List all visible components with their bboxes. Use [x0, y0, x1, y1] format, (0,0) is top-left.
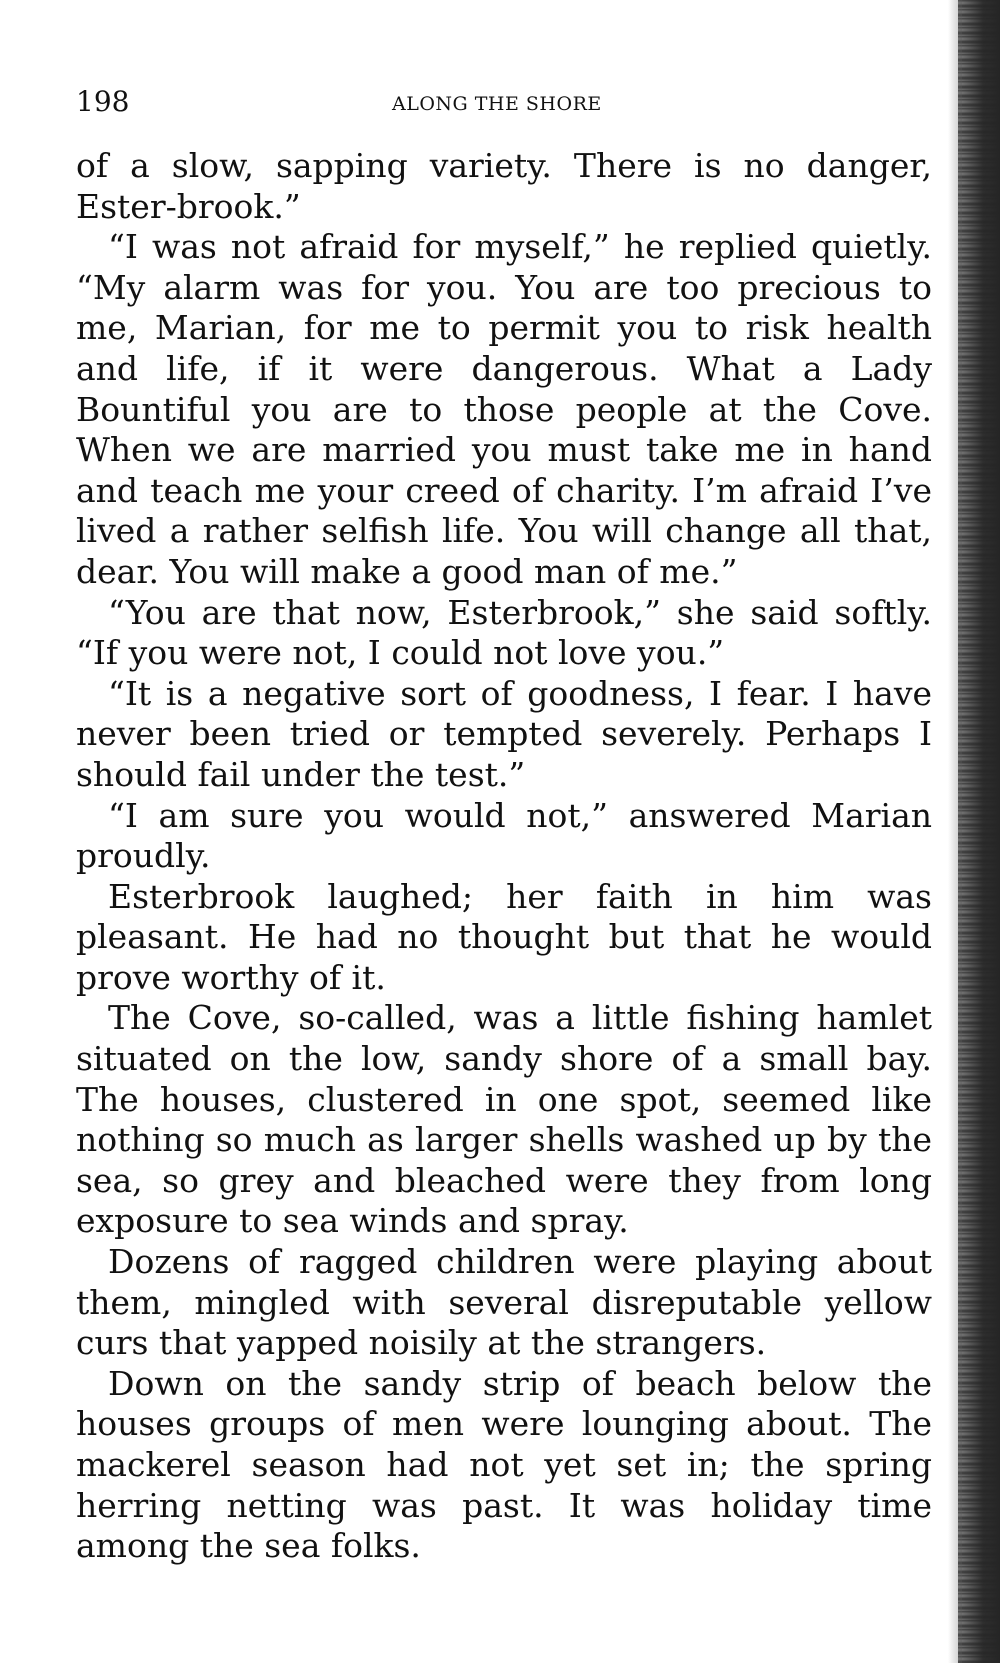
paragraph-9: Down on the sandy strip of beach below the houses groups of men were lounging about. The mackerel season had not yet set in; the spring herring netting was past. It was holiday time among the sea folks. — [76, 1363, 932, 1566]
running-head: ALONG THE SHORE — [392, 93, 602, 115]
paragraph-4: “It is a negative sort of goodness, I fear. I have never been tried or tempted severely. Perhaps I should fail under the test.” — [76, 673, 932, 794]
page-number: 198 — [76, 85, 130, 118]
body-text — [76, 146, 932, 1567]
paragraph-1: of a slow, sapping variety. There is no danger, Ester-brook.” — [76, 146, 932, 226]
paragraph-8: Dozens of ragged children were playing about them, mingled with several disreputable yellow curs that yapped noisily at the strangers. — [76, 1242, 932, 1363]
page-edge-shadow — [958, 0, 1000, 1663]
paragraph-5: “I am sure you would not,” answered Marian proudly. — [76, 795, 932, 876]
paragraph-6: Esterbrook laughed; her faith in him was pleasant. He had no thought but that he would prove worthy of it. — [76, 876, 932, 997]
paragraph-7: The Cove, so-called, was a little fishing hamlet situated on the low, sandy shore of a small bay. The houses, clustered in one spot, seemed like nothing so much as larger shells washed up by the sea, so grey and bleached were they from long exposure to sea winds and spray. — [76, 998, 932, 1241]
paragraph-2: “I was not afraid for myself,” he replied quietly. “My alarm was for you. You are too precious to me, Marian, for me to permit you to risk health and life, if it were dangerous. What a Lady Bountiful you are to those people at the Cove. When we are married you must take me in hand and teach me your creed of charity. I’m afraid I’ve lived a rather selfish life. You will change all that, dear. You will make a good man of me.” — [76, 227, 932, 591]
paragraph-3: “You are that now, Esterbrook,” she said softly. “If you were not, I could not love you.” — [76, 592, 932, 673]
